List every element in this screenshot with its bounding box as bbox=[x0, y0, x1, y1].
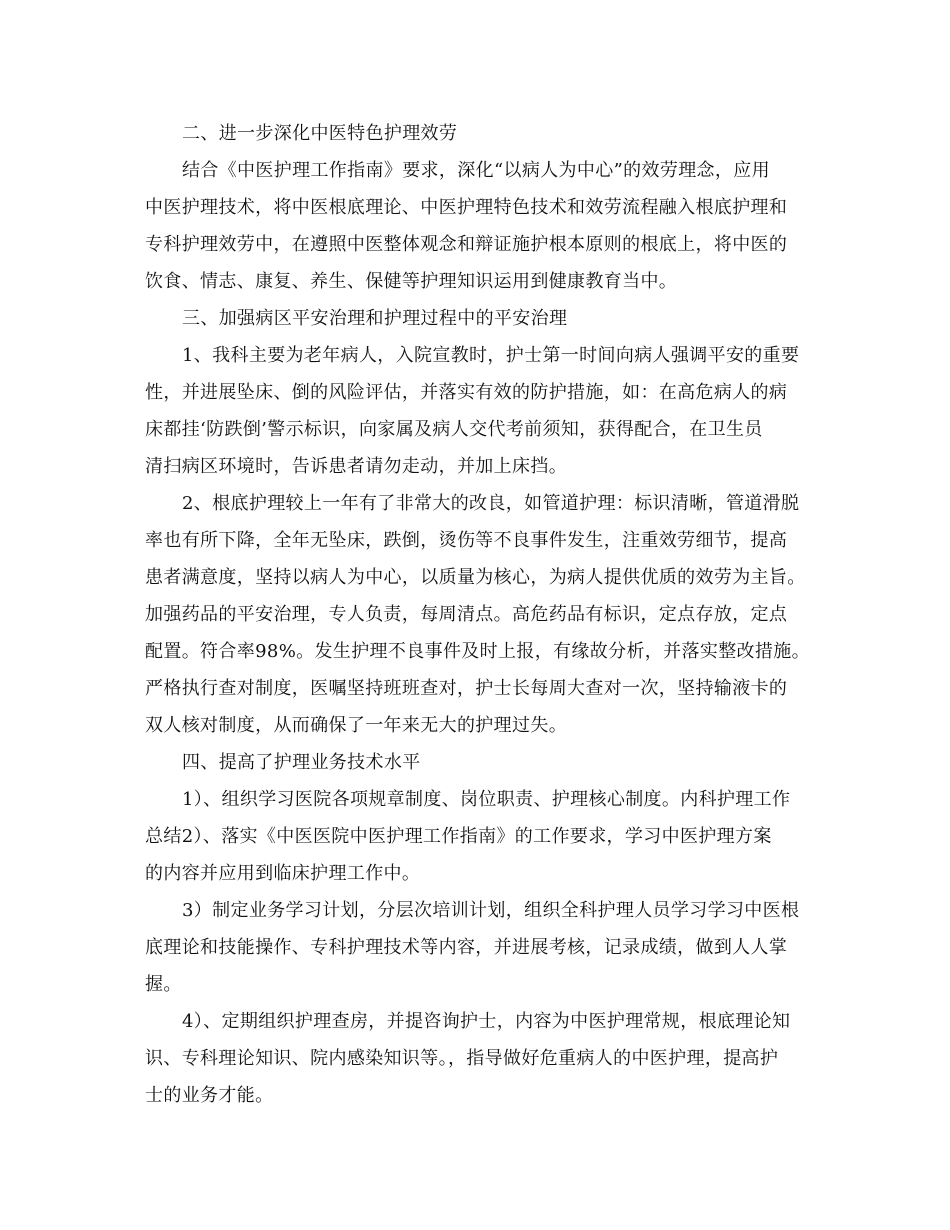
heading-text: 四、提高了护理业务技术水平 bbox=[182, 752, 421, 773]
paragraph-line: 2、根底护理较上一年有了非常大的改良，如管道护理：标识清晰，管道滑脱 bbox=[182, 493, 800, 514]
paragraph-safety-2 bbox=[145, 485, 810, 744]
paragraph-line: 配置。符合率98%。发生护理不良事件及时上报，有缘故分析，并落实整改措施。 bbox=[145, 641, 810, 662]
paragraph-tcm-nursing bbox=[145, 152, 810, 300]
paragraph-line: 士的业务才能。 bbox=[145, 1085, 274, 1106]
paragraph-line: 加强药品的平安治理，专人负责，每周清点。高危药品有标识，定点存放，定点 bbox=[145, 604, 788, 625]
paragraph-line: 患者满意度，坚持以病人为中心，以质量为核心，为病人提供优质的效劳为主旨。 bbox=[145, 567, 806, 588]
paragraph-safety-1 bbox=[145, 337, 810, 485]
paragraph-line: 双人核对制度，从而确保了一年来无大的护理过失。 bbox=[145, 715, 568, 736]
heading-text: 二、进一步深化中医特色护理效劳 bbox=[182, 123, 458, 144]
paragraph-line: 总结2）、落实《中医医院中医护理工作指南》的工作要求，学习中医护理方案 bbox=[145, 826, 772, 847]
document-body bbox=[145, 115, 810, 1114]
paragraph-line: 严格执行查对制度，医嘱坚持班班查对，护士长每周大查对一次，坚持输液卡的 bbox=[145, 678, 788, 699]
paragraph-skills-4 bbox=[145, 1003, 810, 1114]
heading-text: 三、加强病区平安治理和护理过程中的平安治理 bbox=[182, 308, 568, 329]
paragraph-line: 性，并进展坠床、倒的风险评估，并落实有效的防护措施，如：在高危病人的病 bbox=[145, 382, 788, 403]
paragraph-line: 识、专科理论知识、院内感染知识等。，指导做好危重病人的中医护理，提高护 bbox=[145, 1048, 779, 1069]
section-heading-2 bbox=[145, 115, 810, 152]
paragraph-line: 清扫病区环境时，告诉患者请勿走动，并加上床挡。 bbox=[145, 456, 568, 477]
section-heading-3 bbox=[145, 300, 810, 337]
paragraph-line: 中医护理技术，将中医根底理论、中医护理特色技术和效劳流程融入根底护理和 bbox=[145, 197, 788, 218]
paragraph-skills-1 bbox=[145, 781, 810, 892]
paragraph-line: 握。 bbox=[145, 974, 182, 995]
paragraph-line: 底理论和技能操作、专科护理技术等内容，并进展考核，记录成绩，做到人人掌 bbox=[145, 937, 788, 958]
paragraph-line: 4）、定期组织护理查房，并提咨询护士，内容为中医护理常规，根底理论知 bbox=[182, 1011, 791, 1032]
paragraph-line: 结合《中医护理工作指南》要求，深化“以病人为中心”的效劳理念，应用 bbox=[182, 160, 770, 181]
paragraph-skills-3 bbox=[145, 892, 810, 1003]
paragraph-line: 1、我科主要为老年病人，入院宣教时，护士第一时间向病人强调平安的重要 bbox=[182, 345, 800, 366]
paragraph-line: 的内容并应用到临床护理工作中。 bbox=[145, 863, 421, 884]
paragraph-line: 饮食、情志、康复、养生、保健等护理知识运用到健康教育当中。 bbox=[145, 271, 678, 292]
paragraph-line: 1）、组织学习医院各项规章制度、岗位职责、护理核心制度。内科护理工作 bbox=[182, 789, 791, 810]
paragraph-line: 率也有所下降，全年无坠床，跌倒，烫伤等不良事件发生，注重效劳细节，提高 bbox=[145, 530, 788, 551]
paragraph-line: 3）制定业务学习计划，分层次培训计划，组织全科护理人员学习学习中医根 bbox=[182, 900, 800, 921]
paragraph-line: 床都挂‘防跌倒’警示标识，向家属及病人交代考前须知，获得配合，在卫生员 bbox=[145, 419, 763, 440]
paragraph-line: 专科护理效劳中，在遵照中医整体观念和辩证施护根本原则的根底上，将中医的 bbox=[145, 234, 788, 255]
section-heading-4 bbox=[145, 744, 810, 781]
